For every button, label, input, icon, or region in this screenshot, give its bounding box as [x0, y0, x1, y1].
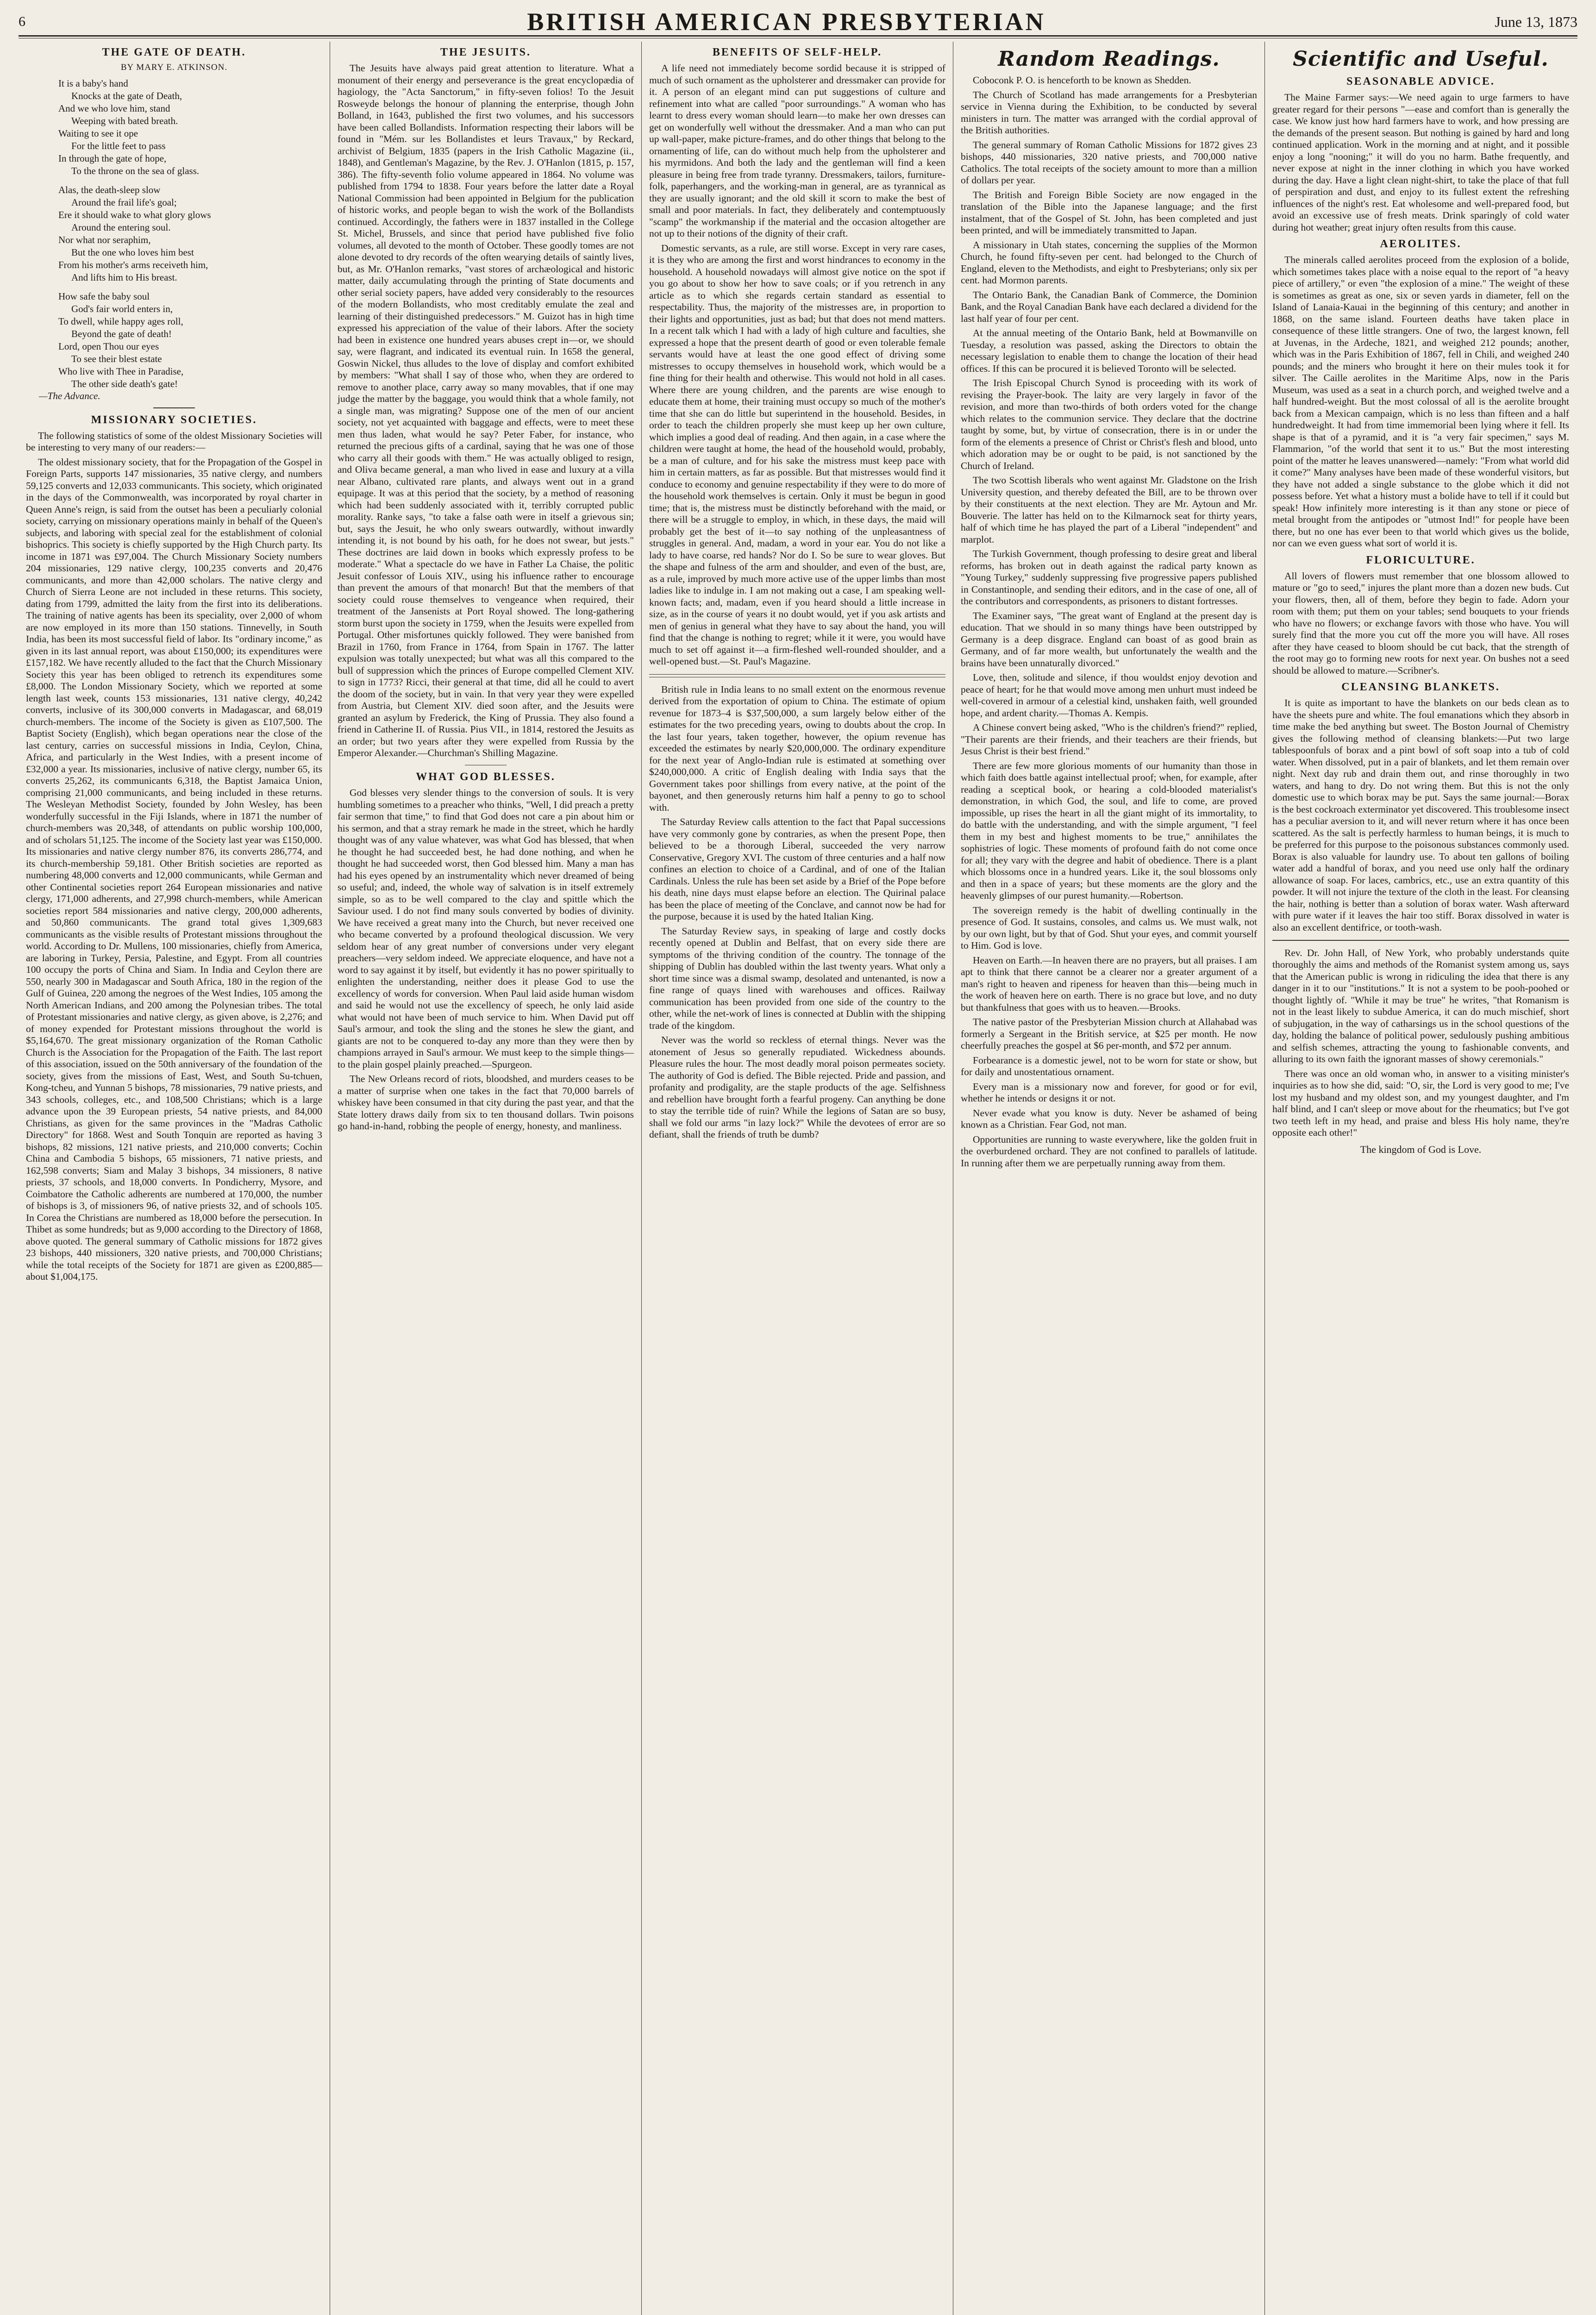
- poem-author: BY MARY E. ATKINSON.: [120, 63, 228, 72]
- paragraph: British rule in India leans to no small extent on the enormous revenue derived from the exportation of opium to China. The estimate of opium revenue for 1873–4 is $37,500,000, a sum largely below either of the estimates for the two preceding years, owing to doubts about the crop. In the last four years, taken together, however, the opium revenue has exceeded the estimates by nearly $20,000,000. The ordinary expenditure for the next year of Anglo-Indian rule is estimated at something over $240,000,000. A critic of English dealing with India says that the Government takes poor shillings from every native, at the point of the bayonet, and then generously returns him half a penny to go to school with.: [649, 683, 945, 813]
- page-number: 6: [19, 14, 25, 29]
- paragraph: The Saturday Review says, in speaking of large and costly docks recently opened at Dublin and Belfast, that on every side there are symptoms of the thriving condition of the country. The tonnage of the shipping of Dublin has doubled within the last twenty years. What only a short time since was a dismal swamp, desolated and untenanted, is now a fine range of quays lined with warehouses and offices. Railway communication has been provided from one side of the country to the other, while the net-work of lines is connected at Dublin with the shipping trade of the kingdom.: [649, 925, 945, 1031]
- aerolites-body: [1272, 254, 1569, 550]
- column-5: [1265, 42, 1577, 2315]
- poem-line: The other side death's gate!: [71, 378, 178, 389]
- cleansing-blankets-body: [1272, 697, 1569, 933]
- divider: [649, 674, 945, 677]
- poem-line: It is a baby's hand: [58, 78, 128, 89]
- seasonable-advice-body: [1272, 92, 1569, 233]
- divider: [1272, 940, 1569, 941]
- poem-line: And lifts him to His breast.: [71, 272, 177, 283]
- news-items: [649, 684, 945, 1141]
- poem-line: Around the entering soul.: [71, 222, 171, 233]
- floriculture-heading: FLORICULTURE.: [1366, 554, 1476, 566]
- poem-source: —The Advance.: [39, 390, 100, 401]
- paragraph: The British and Foreign Bible Society are now engaged in the translation of the Bible into the Japanese language; and the first instalment, that of the Gospel of St. John, has been completed and just been printed, and will be immediately transmitted to Japan.: [961, 189, 1257, 236]
- god-blesses-title: WHAT GOD BLESSES.: [416, 771, 556, 783]
- poem-title: THE GATE OF DEATH.: [102, 46, 246, 58]
- poem-line: And we who love him, stand: [58, 103, 170, 114]
- paragraph: At the annual meeting of the Ontario Bank, held at Bowmanville on Tuesday, a resolution was passed, asking the Directors to obtain the necessary legislation to enable them to change the location of their head offices. If this can be procured it is believed Toronto will be selected.: [961, 327, 1257, 374]
- paragraph: Domestic servants, as a rule, are still worse. Except in very rare cases, it is they who are among the first and worst hindrances to economy in the household. A household nowadays will almost give notice on the spot if you go about to show her how to save coals; or if you retrench in any article as to which she regards certain standard as essential to respectability. Thus, the majority of the mistresses are, in proportion to their lights and opportunities, just as bad; but that does not mend matters. In a recent talk which I had with a lady of high culture and faculties, she expressed a hope that the present dearth of good or even tolerable female servants would have at least the one good effect of driving some mistresses to occupy themselves in household work, which would be a fine thing for their health and otherwise. This would not hold in all cases. Where there are young children, and the parents are wise enough to educate them at home, their training must occupy so much of the mother's time that she can do little but superintend in the household. Besides, in order to teach the children properly she must keep up her own culture, which implies a good deal of reading. And then again, in a case where the children were taught at home, the head of the household would, probably, be a man of culture, and for his sake the mistress must keep pace with him in certain matters, as far as possible. But that mistresses would find it conduce to economy and genuine respectability if they were to do more of the household work themselves is certain. Only it must be begun in good time; that is, the mistress must be distinctly beforehand with the maid, or there will be a struggle to employ, in which, in these days, the maid will probably get the best of it—to say nothing of the unpleasantness of struggles in general. And, madam, a word in your ear. You do not like a lady to have coarse, red hands? Nor do I. So be sure to wear gloves. But the shape and fulness of the arm and shoulder, and even of the bust, are, as a rule, improved by much more active use of the upper limbs than most ladies like to indulge in. I am not making out a case, I am speaking well-known facts; and, madam, even if you heard should a little increase in size, as in the course of years it no doubt would, yet if you ask artists and men of genius in general what they have to say about the hand, you will find that the change is nothing to regret; while it it were, you would have much to set off against it—a firm-fleshed well-rounded shoulder, and a well-opened bust.—St. Paul's Magazine.: [649, 242, 945, 667]
- poem-line: God's fair world enters in,: [71, 303, 173, 314]
- paragraph: The Ontario Bank, the Canadian Bank of Commerce, the Dominion Bank, and the Royal Canadian Bank have each declared a dividend for the last half year of four per cent.: [961, 289, 1257, 324]
- column-3: [642, 42, 953, 2315]
- cleansing-blankets-heading: CLEANSING BLANKETS.: [1341, 681, 1500, 693]
- paragraph: The native pastor of the Presbyterian Mission church at Allahabad was formerly a Sergeant in the British service, at $25 per month. He now cheerfully preaches the gospel at $6 per-month, and $72 per annum.: [961, 1016, 1257, 1051]
- poem-line: Around the frail life's goal;: [71, 197, 177, 208]
- seasonable-advice-heading: SEASONABLE ADVICE.: [1346, 75, 1495, 88]
- floriculture-body: [1272, 570, 1569, 677]
- paragraph: The oldest missionary society, that for the Propagation of the Gospel in Foreign Parts, supports 147 missionaries, 35 native clergy, and numbers 59,125 converts and 12,033 communicants. This society, which originated in the days of the Commonwealth, was incorporated by royal charter in Queen Anne's reign, is said from the outset has been a peculiarly colonial society, carrying on missionary operations mainly in behalf of the Queen's subjects, and laboring with special zeal for the establishment of colonial bishoprics. This society is chiefly supported by the High Church party. Its income in 1871 was £97,004. The Church Missionary Society numbers 204 missionaries, 129 native clergy, 100,235 converts and 20,476 communicants, and more than 42,000 scholars. The native clergy and Church of Sierra Leone are not included in these returns. This society, dating from 1799, admitted the laity from the first into its deliberations. The training of native agents has been its speciality, over 2,000 of whom are now employed in its more than 150 stations. Tinnevelly, in South India, has been its most successful field of labor. Its "ordinary income," as given in its last annual report, was about £150,000; its expenditures were £157,182. We have recently alluded to the fact that the Church Missionary Society this year has been obliged to retrench its expenditures some £8,000. The London Missionary Society, which we reported at some length last week, counts 153 missionaries, 131 native clergy, 40,242 converts, inclusive of its 300,000 converts in Madagascar, and 68,019 church-members. The income of the Society is given as £107,500. The Baptist Society (English), which began operations near the close of the last century, carries on successful missions in India, Ceylon, China, Africa, and particularly in the West Indies, with a present income of £32,000 a year. Its missionaries, inclusive of native clergy, number 65, its converts 25,262, its communicants 6,318, the Baptist Jamaica Union, comprising 21,000 communicants, and being included in these returns. The Wesleyan Methodist Society, founded by John Wesley, has been wonderfully successful in the Fiji Islands, where in 1871 the number of church-members was 20,348, of attendants on public worship 100,000, and of scholars 51,125. The income of the Society last year was £150,000. Its missionaries and native clergy number 876, its converts 286,774, and its church-membership 59,181. Other British societies are reported as numbering 48,000 converts and 12,000 communicants, while German and other Continental societies report 264 European missionaries and native clergy, 171,000 adherents, and 27,998 church-members, while American societies report 584 missionaries and native clergy, 200,000 adherents, and 50,860 communicants. The grand total gives 1,309,683 communicants as the visible results of Protestant missions throughout the world. According to Dr. Mullens, 100 missionaries, chiefly from America, are laboring in Turkey, Persia, Palestine, and Egypt. From all countries 100 occupy the ports of China and Siam. In India and Ceylon there are 550, nearly 300 in Madagascar and South Africa, 180 in the region of the Gulf of Guinea, 220 among the negroes of the West Indies, 105 among the North American Indians, and 200 among the Polynesian tribes. The total of Protestant missionaries and native clergy, as given above, is 2,276; and of money expended for Protestant missions throughout the world is $5,164,670. The great missionary organization of the Roman Catholic Church is the Association for the Propagation of the Faith. The last report of this association, issued on the 50th anniversary of the foundation of the society, gives from the missions of East, West, and South Su-tchuen, Kong-tcheu, and Yunnan 5 bishops, 78 missionaries, 79 native priests, and 343 schools, colleges, etc., and 108,500 Christians; which is a large advance upon the 39 European priests, 54 native priests, and 84,000 Christians, as given for the same provinces in the "Madras Catholic Directory" for 1868. West and South Tonquin are reported as having 3 bishops, 82 missions, 121 native priests, and 210,000 converts; Cochin China and Cambodia 5 bishops, 65 missioners, 71 native priests, and 162,598 converts; Siam and Malay 3 bishops, 34 missioners, 8 native priests, 37 schools, and 18,000 converts. In Pondicherry, Mysore, and Coimbatore the Catholic adherents are numbered at 170,000, the number of bishops is 3, of missioners 96, of native priests 32, and of schools 105. In Corea the Christians are numbered as 18,000 before the persecution. In Thibet as some hundreds; but as 9,000 according to the Directory of 1868, above quoted. The general summary of Catholic missions for 1872 gives 23 bishops, 440 missioners, 320 native priests, and 700,000 Christians; while the total receipts of the Society for 1871 are given as £200,885—about $1,004,175.: [26, 456, 322, 1282]
- missionary-body: [26, 430, 322, 1283]
- poem-line: Nor what nor seraphim,: [58, 234, 151, 245]
- paragraph: The Irish Episcopal Church Synod is proceeding with its work of revising the Prayer-book. The laity are very largely in favor of the revision, and more than two-thirds of both orders voted for the change which relates to the communion service. They declare that the doctrine taught by some, but, by virtue of consecration, there is in or under the form of the elements a presence of Christ or Christ's flesh and blood, unto which adoration may be or ought to be paid, is not sanctioned by the Church of Ireland.: [961, 377, 1257, 471]
- poem-line: Who live with Thee in Paradise,: [58, 366, 184, 377]
- poem-body: [26, 77, 322, 390]
- poem-line: From his mother's arms receiveth him,: [58, 259, 208, 270]
- paragraph: The sovereign remedy is the habit of dwelling continually in the presence of God. It sustains, consoles, and calms us. We must walk, not by our own light, but by that of God. Shut your eyes, and commit yourself to Him. God is love.: [961, 904, 1257, 951]
- paragraph: Every man is a missionary now and forever, for good or for evil, whether he intends or designs it or not.: [961, 1081, 1257, 1104]
- poem-line: How safe the baby soul: [58, 291, 150, 302]
- poem-line: Lord, open Thou our eyes: [58, 341, 159, 352]
- paragraph: The Saturday Review calls attention to the fact that Papal successions have very commonly gone by contraries, as when the present Pope, then believed to be a thorough Liberal, succeeded the very narrow Conservative, Gregory XVI. The custom of three centuries and a half now confines an election to choice of a Cardinal, and of one of the Italian Cardinals. Unless the rule has been set aside by a Brief of the Pope before his death, nine days must elapse before an election. The Quirinal palace has been the place of meeting of the Conclave, and cannot now be had for the purpose, because it is used by the hated Italian King.: [649, 816, 945, 922]
- paragraph: The New Orleans record of riots, bloodshed, and murders ceases to be a matter of surprise when one takes in the fact that 70,000 barrels of whiskey have been consumed in that city during the past year, and that the State lottery draws daily from six to ten thousand dollars. Twin poisons go hand-in-hand, robbing the people of energy, honesty, and manliness.: [338, 1073, 634, 1132]
- random-readings-body: [961, 75, 1257, 1169]
- paragraph: A life need not immediately become sordid because it is stripped of much of such ornament as the upholsterer and dressmaker can provide for it. A person of an elegant mind can put suggestions of culture and refinement into what are called "poor surroundings." A woman who has learnt to dress every woman should learn—to make her own dresses can get on wonderfully well without the dressmaker. And a man who can put up wall-paper, make picture-frames, and do other things that belong to the ornamenting of life, can do without much help from the upholsterer and his myrmidons. And both the lady and the gentleman will find a keen pleasure in being free from trade tyranny. Dressmakers, tailors, furniture-folk, paperhangers, and the working-man in general, are as tyrannical as they are usually ignorant; and the old skill it scorn to make the best of small and poor materials. In fact, they deliberately and contemptuously "scamp" the workmanship if the material and the occasion altogether are not up to their notions of the dignity of their craft.: [649, 63, 945, 239]
- poem-line: For the little feet to pass: [71, 140, 166, 151]
- closing-line: The kingdom of God is Love.: [1360, 1143, 1482, 1155]
- paragraph: God blesses very slender things to the conversion of souls. It is very humbling sometimes to a preacher who thinks, "Well, I did preach a pretty fair sermon that time," to find that God does not care a pin about him or his sermon, and that a stray remark he made in the street, which he hardly thought was of any value whatever, was what God has blessed, that when he thought he had succeeded best, he had done nothing, and when he thought he had succeeded worst, then God blessed him. Many a man has had his eyes opened by an instrumentality which never dreamed of being so useful; and, indeed, the whole way of salvation is in itself extremely simple, so as to be well compared to the clay and spittle which the Saviour used. I do not find many souls converted by bodies of divinity. We have received a great many into the Church, but never received one who became converted by a profound theological discussion. We very seldom hear of any great number of conversions under very elegant preachers—very seldom indeed. We appreciate eloquence, and have not a word to say against it by itself, but evidently it has no power spiritually to enlighten the understanding, neither does it please God to use the excellency of words for conversion. When Paul laid aside human wisdom and said he would not use the excellency of speech, he only laid aside what would not have been of much service to him. When David put off Saul's armour, and took the sling and the stones he slew the giant, and giants are not to be conquered to-day any more than they were then by champions arrayed in Saul's armour. We must keep to the simple things—to the plain gospel plainly preached.—Spurgeon.: [338, 787, 634, 1070]
- poem-line: Ere it should wake to what glory glows: [58, 209, 211, 220]
- column-4: [953, 42, 1265, 2315]
- poem-line: Knocks at the gate of Death,: [71, 90, 182, 101]
- missionary-title: MISSIONARY SOCIETIES.: [91, 413, 257, 426]
- paragraph: Forbearance is a domestic jewel, not to be worn for state or show, but for daily and unostentatious ornament.: [961, 1054, 1257, 1077]
- paragraph: The Maine Farmer says:—We need again to urge farmers to have greater regard for their persons "—ease and comfort than is generally the case. We know just how hard farmers have to work, and how pressing are the demands of the present season. But nothing is gained by hard and long continued application. Work in the morning and at night, and it possible enjoy a long "nooning;" it will do you no harm. Bathe frequently, and never expose at night in the inner clothing in which you have worked during the day. Have a light clean night-shirt, to take the place of that full of perspiration and dust, and enjoy to its fullest extent the refreshing influences of the night's rest. Eat wholesome and well-prepared food, but avoid an excessive use of fresh meats. Drink sparingly of cold water during hot weather; great injury often results from this cause.: [1272, 92, 1569, 233]
- columns: [19, 42, 1577, 2315]
- paragraph: The following statistics of some of the oldest Missionary Societies will be interesting to very many of our readers:—: [26, 430, 322, 453]
- paragraph: It is quite as important to have the blankets on our beds clean as to have the sheets pure and white. The foul emanations which they absorb in time make the bed anything but sweet. The Boston Journal of Chemistry gives the following method of cleansing blankets:—Put two large tablespoonfuls of borax and a pint bowl of soft soap into a tub of cold water. When dissolved, put in a pair of blankets, and let them remain over night. Next day rub and drain them out, and rinse thoroughly in two waters, and hang to dry. Do not wring them. But this is not the only domestic use to which borax may be put. Says the same journal:—Borax is the best cockroach exterminator yet discovered. This troublesome insect has a peculiar aversion to it, and will never return where it has once been scattered. As the salt is perfectly harmless to human beings, it is much to be preferred for this purpose to the poisonous substances commonly used. Borax is also valuable for laundry use. To about ten gallons of boiling water add a handful of borax, and you need use only half the ordinary allowance of soap. For laces, cambrics, etc., use an extra quantity of this powder. It will not injure the texture of the cloth in the least. For cleansing the hair, nothing is better than a solution of borax water. Wash afterward with pure water if it leaves the hair too stiff. Borax dissolved in water is also an excellent dentifrice, or tooth-wash.: [1272, 697, 1569, 933]
- god-blesses-body: [338, 787, 634, 1132]
- scientific-title: Scientific and Useful.: [1293, 47, 1549, 71]
- divider: [465, 765, 507, 766]
- paragraph: A missionary in Utah states, concerning the supplies of the Mormon Church, he found fifty-seven per cent. had belonged to the Church of England, eleven to the Methodists, and eight to Presbyterians; only six per cent. had Mormon parents.: [961, 239, 1257, 286]
- poem-line: Beyond the gate of death!: [71, 328, 172, 339]
- newspaper-title: BRITISH AMERICAN PRESBYTERIAN: [527, 8, 1046, 36]
- self-help-title: BENEFITS OF SELF-HELP.: [712, 46, 882, 58]
- divider: [153, 407, 195, 408]
- poem-line: Weeping with bated breath.: [71, 115, 178, 126]
- paragraph: All lovers of flowers must remember that one blossom allowed to mature or "go to seed," injures the plant more than a dozen new buds. Cut your flowers, then, all of them, before they begin to fade. Adorn your room with them; put them on your tables; send bouquets to your friends who have no flowers; or exchange favors with those who have. You will surely find that the more you cut off the more you will have. All roses after they have ceased to bloom should be cut back, that the strength of the root may go to forming new roots for next year. On bushes not a seed should be allowed to mature.—Scribner's.: [1272, 570, 1569, 676]
- poem-line: To see their blest estate: [71, 353, 162, 364]
- jesuits-body: [338, 63, 634, 759]
- paragraph: The Church of Scotland has made arrangements for a Presbyterian service in Vienna during the Exhibition, to be conducted by several ministers in turn. The matter was arranged with the cordial approval of the British authorities.: [961, 89, 1257, 136]
- paragraph: Heaven on Earth.—In heaven there are no prayers, but all praises. I am apt to think that there cannot be a clearer nor a greater argument of a man's right to heaven and ripeness for heaven than this—being much in the work of heaven here on earth. There is no grace but love, and no duty but thankfulness that goes with us to heaven.—Brooks.: [961, 954, 1257, 1013]
- paragraph: Rev. Dr. John Hall, of New York, who probably understands quite thoroughly the aims and methods of the Romanist system among us, says that the American public is wrong in ridiculing the idea that there is any danger in it to our "institutions." It is not a system to be pooh-poohed or thought lightly of. "While it may be true" he writes, "that Romanism is not in the least likely to subdue America, it can do much mischief, short of subjugation, in the way of catharsings us in the school questions of the day, holding the balance of political power, sedulously pushing ambitious and selfish schemes, attracting the young to fashionable convents, and alluring to its own faith the ignorant masses of showy ceremonials.": [1272, 947, 1569, 1064]
- poem-line: To the throne on the sea of glass.: [71, 165, 200, 176]
- paragraph: Never was the world so reckless of eternal things. Never was the atonement of Jesus so generally repudiated. Wickedness abounds. Pleasure rules the hour. The most deadly moral poison permeates society. The authority of God is defied. The Bible rejected. Pride and passion, and profanity and prodigality, are the staple products of the age. Selfishness and rebellion have brought forth a fearful progeny. Can anything be done to stay the terrible tide of ruin? While the legions of Satan are so busy, shall we fold our arms "in lazy lock?" While the devotees of error are so defiant, shall the friends of truth be dumb?: [649, 1034, 945, 1140]
- poem-line: To dwell, while happy ages roll,: [58, 316, 183, 327]
- aerolites-heading: AEROLITES.: [1380, 238, 1462, 250]
- paragraph: There was once an old woman who, in answer to a visiting minister's inquiries as to how she did, said: "O, sir, the Lord is very good to me; I've lost my husband and my oldest son, and my youngest daughter, and I'm half blind, and I can't sleep or move about for the rheumatics; but I've got two teeth left in my head, and praise and bless His holy name, they're opposite each other!": [1272, 1068, 1569, 1138]
- paragraph: Love, then, solitude and silence, if thou wouldst enjoy devotion and peace of heart; for he that would move among men unhurt must indeed be well-covered in armour of a celestial kind, unshaken faith, well grounded hope, and ardent charity.—Thomas A. Kempis.: [961, 672, 1257, 719]
- random-readings-title: Random Readings.: [998, 47, 1220, 71]
- masthead: [19, 8, 1577, 37]
- paragraph: A Chinese convert being asked, "Who is the children's friend?" replied, "Their parents are their friends, and their teachers are their friends, but Jesus Christ is their best friend.": [961, 722, 1257, 757]
- paragraph: The Turkish Government, though professing to desire great and liberal reforms, has broken out in death against the radical party known as "Young Turkey," suddenly suppressing five progressive papers published in Constantinople, and sending their editors, and in the case of one, all of the contributors and correspondents, as prisoners to distant fortresses.: [961, 548, 1257, 607]
- paragraph: Coboconk P. O. is henceforth to be known as Shedden.: [973, 75, 1191, 86]
- column-1: [19, 42, 330, 2315]
- paragraph: The Jesuits have always paid great attention to literature. What a monument of their energy and perseverance is the great encyclopædia of hagiology, the "Acta Sanctorum," in fifty-seven folios! To the Jesuit Rosweyde belongs the honour of planning the enterprise, though John Bolland, in 1643, published the first two volumes, and his successors have been called Bollandists. Information respecting their labors will be found in "Mém. sur les Bollandistes et leurs Travaux," by Reckard, archivist of Belgium, 1835 (papers in the Irish Catholic Magazine (ii., 1848), and Gentleman's Magazine, by the Rev. J. O'Hanlon (1815, p. 157, 386). The fifty-seventh folio volume appeared in 1864. No volume was published from 1794 to 1838. Four years before the latter date a Royal National Commission had been appointed in Belgium for the publication of historic works, and people began to wish the work of the Bollandists continued. Accordingly, the fathers were in 1837 installed in the College St. Michel, Brussels, and since that period have published five folio volumes, all devoted to the month of October. These goodly tomes are not alone devoted to dry records of the often wearying details of saintly lives, but, as Mr. O'Hanlon remarks, "vast stores of archæological and historic matter, daily accumulating through the printing of State documents and other serial society papers, have added very considerably to the resources of the modern Bollandists, who most creditably emulate the zeal and learning of their distinguished predecessors." M. Guizot has in high time expressed his appreciation of the value of their labors. After the society had been in existence one hundred years abuses crept in—or, we should say, were flagrant, and indicated its eventual ruin. In 1658 the general, Goswin Nickel, thus alludes to the love of display and comfort exhibited by members: "What shall I say of those who, when they are ordered to remove to another place, carry away so many movables, that if one may judge the matter by the baggage, you would think that a whole family, not a single man, was migrating? Suppose one of the men of our ancient society, not yet acquainted with baggage and effects, were to meet these men thus laden, what would he say? Peter Faber, for instance, who returned the precious gifts of a cardinal, saying that he was one of those who carry all their goods with them." He was actually obliged to resign, and Oliva became general, a man who lived in ease and luxury at a villa near Albano, cultivated rare plants, and always went out in a grand equipage. It was at this period that the society, by a method of reasoning which had been suddenly associated with it, terribly corrupted public morality. Ranke says, "to take a false oath were in itself a grievous sin; but, says the Jesuit, he who only swears outwardly, without inwardly intending it, is not bound by his oath, for he does not swear, but jests." These doctrines are laid down in books which expressly profess to be moderate." What a spectacle do we have in Father La Chaise, the politic Jesuit confessor of Louis XIV., using his influence rather to encourage than prevent the amours of that monarch! But that the members of that society could rouse themselves to vengeance when required, their treatment of the Jansenists at Port Royal showed. The long-gathering storm burst upon the society in 1759, when the Jesuits were expelled from Portugal. Other misfortunes quickly followed. They were banished from Brazil in 1760, from France in 1764, from Spain in 1767. The latter expulsion was totally unexpected; but what was all this compared to the bull of suppression which the princes of Europe compelled Clement XIV. to sign in 1773? Ricci, their general at that time, did all he could to avert the doom of the society, but in vain. In that very year they were expelled from Austria, but Clement XIV. died soon after, and the Jesuits were granted an asylum by Frederick, the King of Prussia. They also found a friend in Catherine II. of Russia. Pius VII., in 1814, restored the Jesuits as an order; but two years after they were expelled from Russia by the Emperor Alexander.—Churchman's Shilling Magazine.: [338, 63, 634, 758]
- misc-items: [1272, 947, 1569, 1139]
- paragraph: There are few more glorious moments of our humanity than those in which faith does battle against intellectual proof; when, for example, after reading a sceptical book, or hearing a cold-blooded materialist's demonstration, in which God, the soul, and life to come, are proved impossible, up rises the heart in all the giant might of its immortality, to do battle with the understanding, and with the simple argument, "I feel them in my best and highest moments to be true," annihilates the sophistries of logic. These moments of profound faith do not come once for all; they vary with the degree and habit of obedience. There is a plant which blossoms once in a hundred years. Like it, the soul blossoms only and then in a space of years; but these moments are the glory and the heavenly glimpses of our purest humanity.—Robertson.: [961, 760, 1257, 901]
- poem-line: Waiting to see it ope: [58, 128, 138, 139]
- poem-line: Alas, the death-sleep slow: [58, 184, 161, 195]
- issue-date: June 13, 1873: [1495, 13, 1577, 30]
- paragraph: Never evade what you know is duty. Never be ashamed of being known as a Christian. Fear God, not man.: [961, 1107, 1257, 1130]
- paragraph: The two Scottish liberals who went against Mr. Gladstone on the Irish University question, and thereby defeated the Bill, are to be thrown over by their constituents at the next election. They are Mr. Aytoun and Mr. Bouverie. The latter has held on to the Kilmarnock seat for thirty years, half of which time he has played the part of a Liberal "independent" and marplot.: [961, 475, 1257, 545]
- self-help-body: [649, 63, 945, 668]
- paragraph: The Examiner says, "The great want of England at the present day is education. That we should in so many things have been outstripped by Germany is a deep disgrace. England can boast of as good brain as Germany, and of far more wealth, but unfortunately the wealth and the brains have been unnaturally divorced.": [961, 610, 1257, 669]
- paragraph: Opportunities are running to waste everywhere, like the golden fruit in the overburdened orchard. They are not confined to parallels of latitude. In running after them we are perpetually running away from them.: [961, 1133, 1257, 1169]
- jesuits-title: THE JESUITS.: [440, 46, 532, 58]
- column-2: [330, 42, 642, 2315]
- paragraph: The general summary of Roman Catholic Missions for 1872 gives 23 bishops, 440 missionaries, 320 native priests, and 700,000 native Catholics. The total receipts of the society amount to more than a million of dollars per year.: [961, 139, 1257, 186]
- poem-line: In through the gate of hope,: [58, 153, 167, 164]
- paragraph: The minerals called aerolites proceed from the explosion of a bolide, which sometimes takes place with a noise equal to the report of "a heavy piece of artillery," or even "the explosion of a mine." The weight of these is sometimes as great as one, six or seven yards in diameter, fell on the Island of Lanaia-Kauai in the beginning of this century; and another in 1868, on the same island. Fourteen deaths have taken place in consequence of these little strangers. One of two, the largest known, fell at Juvenas, in the Ardeche, 1821, and weighed 212 pounds; another, which was in the Paris Exhibition of 1867, fell in Chili, and weighed 240 pounds; and the miners who brought it here on their mules took it for silver. The Caille aerolites in the Maritime Alps, now in the Paris Museum, was used as a seat in a church porch, and weighed twelve and a half hundred-weight. But the most colossal of all is the aerolite brought back from a Mexican campaign, which is no less than fifteen and a half hundredweight. It had from time immemorial been lying where it fell. Its shape is that of a pyramid, and it is "a very fair specimen," says M. Flammarion, "of the world that sent it to us." But the most interesting point of the matter he leaves unanswered—namely: "From what world did it come?" Many analyses have been made of these wonderful visitors, but they have not added a single substance to the globe which it did not possess before. Yet what a history must a bolide have to tell if it could but speak! How infinitely more interesting is it than any stone or piece of metal brought from the antipodes or "utmost Ind!" for people have been there, but no one has ever been to that world which gives us the bolide, nor can we even guess what sort of world it is.: [1272, 254, 1569, 549]
- poem-line: But the one who loves him best: [71, 247, 194, 258]
